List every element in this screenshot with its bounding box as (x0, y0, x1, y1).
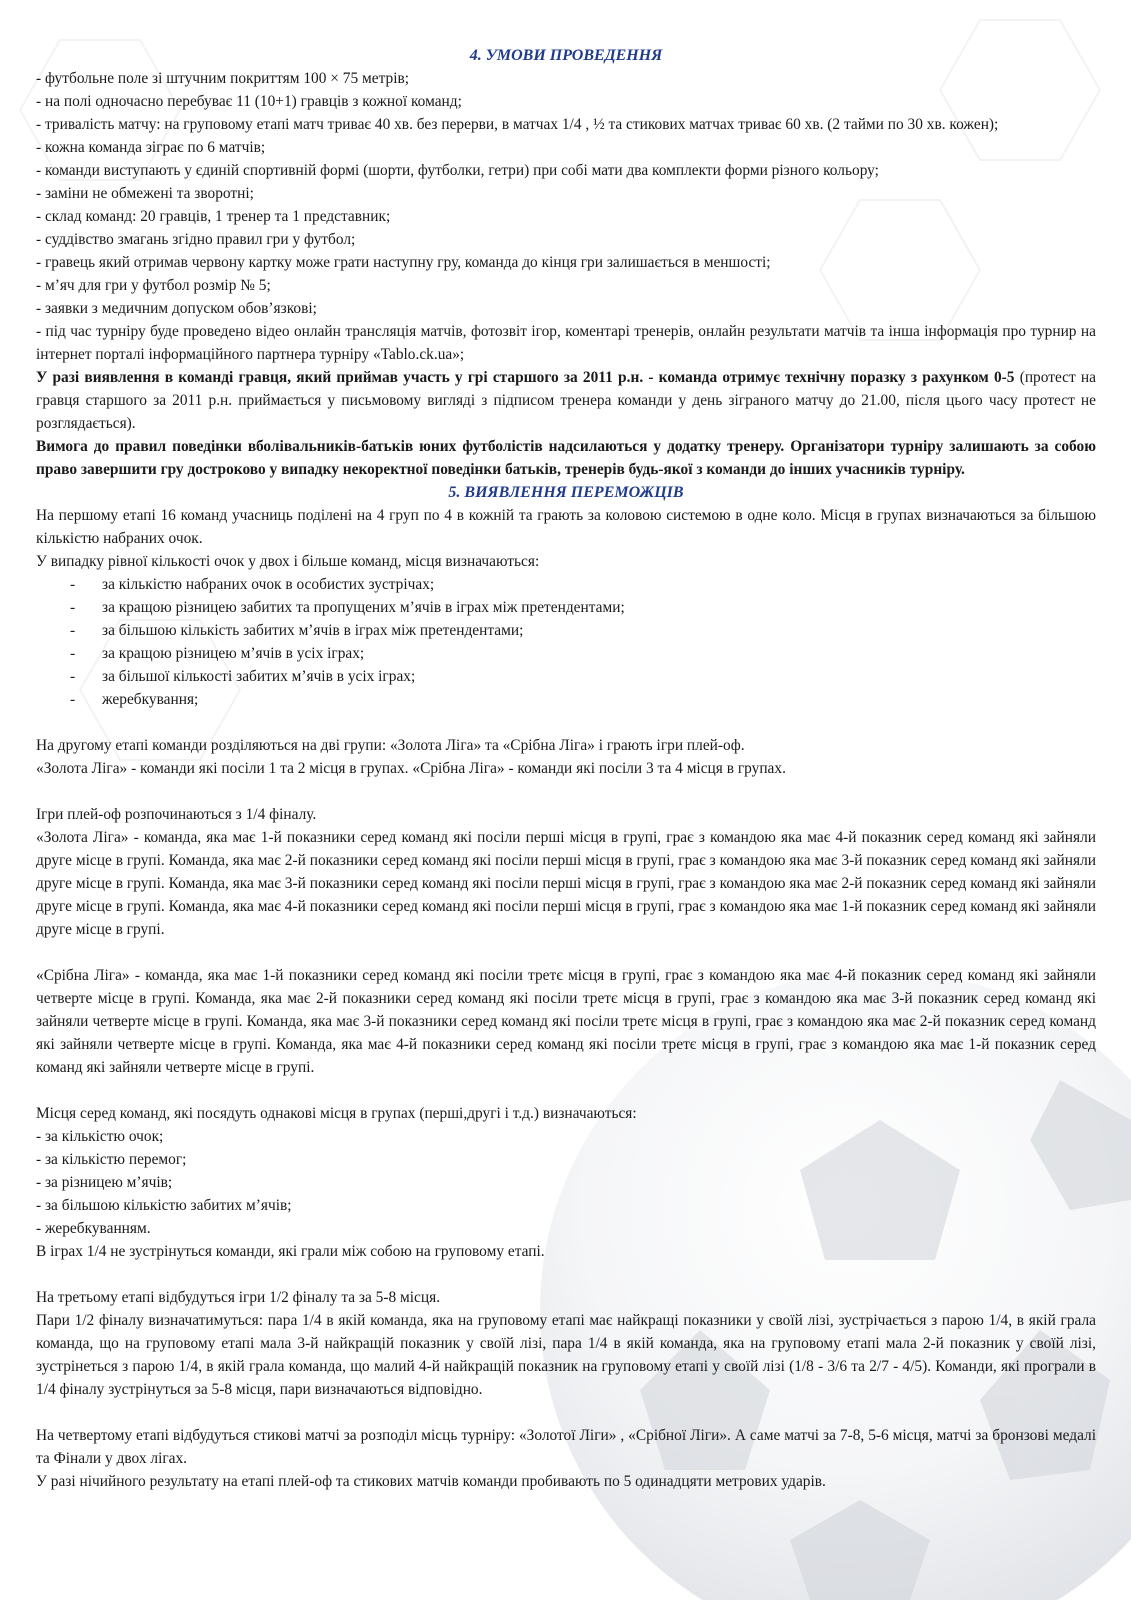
conditions-item: - тривалість матчу: на груповому етапі матч триває 40 хв. без перерви, в матчах 1/4 , ½ та стикових матчах триває 60 хв. (2 тайми по 30 хв. кожен); (36, 116, 999, 133)
section-4-heading: 4. УМОВИ ПРОВЕДЕННЯ (469, 47, 663, 64)
behavior-paragraph: Вимога до правил поведінки вболівальників-батьків юних футболістів надсилаються у додатку тренеру. Організатори турніру залишають за собою право завершити гру достроково у випадку некоректної поведінки батьків, тренерів будь-якої з команди до інших учасників турніру. (36, 438, 1096, 478)
stage3-pairs: Пари 1/2 фіналу визначатимуться: пара 1/4 в якій команда, яка на груповому етапі має найкращі показники у своїй лізі, зустрічається з парою 1/4, в якій грала команда, що на груповому етапі мала 3-й найкращій показник у своїй лізі, пара 1/4 в якій команда, яка на груповому етапі мала 2-й показник у своїй лізі, зустрінеться з парою 1/4, в якій грала команда, що малий 4-й найкращій показник на груповому етапі у своїй лізі (1/8 - 3/6 та 2/7 - 4/5). Команди, які програли в 1/4 фіналу зустрінуться за 5-8 місця, пари визначаються відповідно. (36, 1312, 1096, 1398)
conditions-item: - під час турніру буде проведено відео онлайн трансляція матчів, фотозвіт ігор, коментарі тренерів, онлайн результати матчів та інша інформація про турнир на інтернет порталі інформаційного партнера турніру «Tablo.ck.ua»; (36, 323, 1096, 363)
list-item: - за кращою різницею м’ячів в усіх іграх; (36, 642, 1096, 665)
list-item: - за кількістю перемог; (36, 1151, 187, 1168)
conditions-item: - на полі одночасно перебуває 11 (10+1) гравців з кожної команд; (36, 93, 462, 110)
violation-text: (протест на гравця старшого за 2011 р.н. приймається у письмовому вигляді з підписом тренера команди у день зіграного матчу до 21.00, після цього часу протест не розглядається). (36, 369, 1096, 432)
conditions-item: - заявки з медичним допуском обов’язкові; (36, 300, 317, 317)
gold-league-paragraph: «Золота Ліга» - команда, яка має 1-й показники серед команд які посіли перші місця в групі, грає з командою яка має 4-й показник серед команд які зайняли друге місце в групі. Команда, яка має 2-й показники серед команд які посіли перші місця в групі, грає з командою яка має 3-й показник серед команд які зайняли друге місце в групі. Команда, яка має 3-й показники серед команд які посіли перші місця в групі, грає з командою яка має 2-й показник серед команд які зайняли друге місце в групі. Команда, яка має 4-й показники серед команд які посіли перші місця в групі, грає з командою яка має 1-й показник серед команд які зайняли друге місце в групі. (36, 829, 1096, 938)
list-item: - за кількістю очок; (36, 1128, 164, 1145)
list-item: - за більшою кількістю забитих м’ячів; (36, 1197, 292, 1214)
conditions-item: - футбольне поле зі штучним покриттям 100 × 75 метрів; (36, 70, 410, 87)
draw-note: У разі нічийного результату на етапі плей-оф та стикових матчів команди пробивають по 5 одинадцяти метрових ударів. (36, 1473, 826, 1490)
conditions-item: - склад команд: 20 гравців, 1 тренер та 1 представник; (36, 208, 391, 225)
quarter-note: В іграх 1/4 не зустрінуться команди, які грали між собою на груповому етапі. (36, 1243, 545, 1260)
stage3-line: На третьому етапі відбудуться ігри 1/2 фіналу та за 5-8 місця. (36, 1289, 441, 1306)
equal-places-intro: Місця серед команд, які посядуть однакові місця в групах (перші,другі і т.д.) визначаються: (36, 1105, 637, 1122)
stage2-line: «Золота Ліга» - команди які посіли 1 та 2 місця в групах. «Срібна Ліга» - команди які посіли 3 та 4 місця в групах. (36, 760, 786, 777)
list-item: - за кращою різницею забитих та пропущених м’ячів в іграх між претендентами; (36, 596, 1096, 619)
list-item: - за більшої кількості забитих м’ячів в усіх іграх; (36, 665, 1096, 688)
violation-paragraph (36, 366, 1096, 435)
conditions-item: - заміни не обмежені та зворотні; (36, 185, 254, 202)
list-item: - жеребкуванням. (36, 1220, 151, 1237)
stage4-line: На четвертому етапі відбудуться стикові матчі за розподіл місць турніру: «Золотої Ліги» , «Срібної Ліги». А саме матчі за 7-8, 5-6 місця, матчі за бронзові медалі та Фінали у двох лігах. (36, 1427, 1096, 1467)
playoff-start: Ігри плей-оф розпочинаються з 1/4 фіналу. (36, 806, 317, 823)
conditions-item: - м’яч для гри у футбол розмір № 5; (36, 277, 271, 294)
tie-criteria-list (36, 573, 1096, 711)
list-item: - за кількістю набраних очок в особистих зустрічах; (36, 573, 1096, 596)
section-5-heading: 5. ВИЯВЛЕННЯ ПЕРЕМОЖЦІВ (448, 484, 684, 501)
conditions-item: - кожна команда зіграє по 6 матчів; (36, 139, 266, 156)
silver-league-paragraph: «Срібна Ліга» - команда, яка має 1-й показники серед команд які посіли третє місця в групі, грає з командою яка має 4-й показник серед команд які зайняли четверте місце в групі. Команда, яка має 2-й показники серед команд які посіли третє місця в групі, грає з командою яка має 3-й показник серед команд які зайняли четверте місце в групі. Команда, яка має 3-й показники серед команд які посіли третє місця в групі, грає з командою яка має 2-й показник серед команд які зайняли четверте місце в групі. Команда, яка має 4-й показники серед команд які посіли третє місця в групі, грає з командою яка має 1-й показник серед команд які зайняли четверте місце в групі. (36, 967, 1096, 1076)
conditions-item: - команди виступають у єдиній спортивній формі (шорти, футболки, гетри) при собі мати два комплекти форми різного кольору; (36, 162, 879, 179)
tie-intro: У випадку рівної кількості очок у двох і більше команд, місця визначаються: (36, 553, 540, 570)
document-body (36, 44, 1096, 1493)
conditions-item: - суддівство змагань згідно правил гри у футбол; (36, 231, 356, 248)
violation-bold-text: У разі виявлення в команді гравця, який приймав участь у грі старшого за 2011 р.н. - команда отримує технічну поразку з рахунком 0-5 (36, 369, 1015, 386)
list-item: - жеребкування; (36, 688, 1096, 711)
stage1-intro: На першому етапі 16 команд учасниць поділені на 4 груп по 4 в кожній та грають за коловою системою в одне коло. Місця в групах визначаються за більшою кількістю набраних очок. (36, 507, 1096, 547)
list-item: - за більшою кількість забитих м’ячів в іграх між претендентами; (36, 619, 1096, 642)
stage2-line: На другому етапі команди розділяються на дві групи: «Золота Ліга» та «Срібна Ліга» і грають ігри плей-оф. (36, 737, 745, 754)
conditions-item: - гравець який отримав червону картку може грати наступну гру, команда до кінця гри залишається в меншості; (36, 254, 771, 271)
list-item: - за різницею м’ячів; (36, 1174, 173, 1191)
